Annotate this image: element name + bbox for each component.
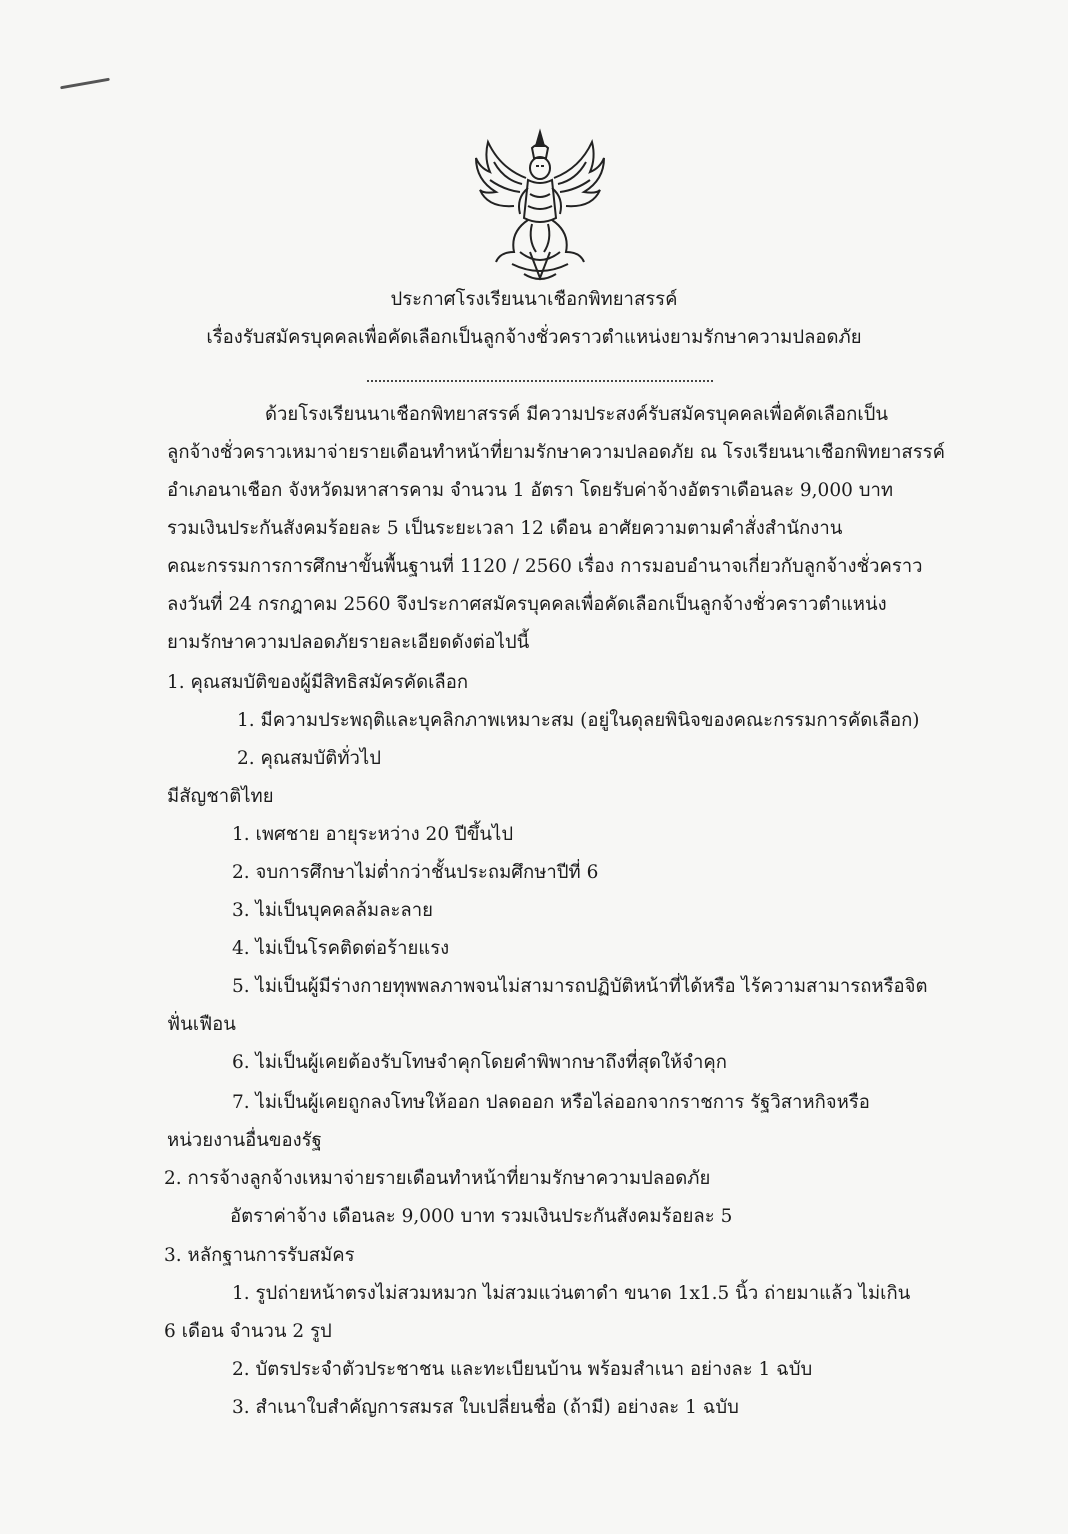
general-item: 5. ไม่เป็นผู้มีร่างกายทุพพลภาพจนไม่สามารถปฏิบัติหน้าที่ได้หรือ ไร้ความสามารถหรือจิต — [232, 976, 928, 997]
general-item: 1. เพศชาย อายุระหว่าง 20 ปีขึ้นไป — [232, 824, 514, 845]
general-item: 4. ไม่เป็นโรคติดต่อร้ายแรง — [232, 938, 450, 959]
document-item: 1. รูปถ่ายหน้าตรงไม่สวมหมวก ไม่สวมแว่นตาดำ ขนาด 1x1.5 นิ้ว ถ่ายมาแล้ว ไม่เกิน — [232, 1283, 911, 1304]
intro-line: อำเภอนาเชือก จังหวัดมหาสารคาม จำนวน 1 อัตรา โดยรับค่าจ้างอัตราเดือนละ 9,000 บาท — [167, 480, 894, 501]
title-divider — [367, 380, 713, 382]
section-1-heading: 1. คุณสมบัติของผู้มีสิทธิสมัครคัดเลือก — [167, 672, 469, 693]
document-item: 3. สำเนาใบสำคัญการสมรส ใบเปลี่ยนชื่อ (ถ้ามี) อย่างละ 1 ฉบับ — [232, 1397, 739, 1418]
document-item: 6 เดือน จำนวน 2 รูป — [164, 1321, 332, 1342]
pen-mark — [60, 78, 110, 90]
document-item: 2. บัตรประจำตัวประชาชน และทะเบียนบ้าน พร้อมสำเนา อย่างละ 1 ฉบับ — [232, 1359, 813, 1380]
intro-line: คณะกรรมการการศึกษาขั้นพื้นฐานที่ 1120 / 2560 เรื่อง การมอบอำนาจเกี่ยวกับลูกจ้างชั่วคราว — [167, 556, 923, 577]
section-2-heading: 2. การจ้างลูกจ้างเหมาจ่ายรายเดือนทำหน้าที่ยามรักษาความปลอดภัย — [164, 1168, 711, 1189]
general-item: ฟั่นเฟือน — [167, 1014, 236, 1035]
general-item: 6. ไม่เป็นผู้เคยต้องรับโทษจำคุกโดยคำพิพากษาถึงที่สุดให้จำคุก — [232, 1052, 727, 1073]
document-subject: เรื่องรับสมัครบุคคลเพื่อคัดเลือกเป็นลูกจ้างชั่วคราวตำแหน่งยามรักษาความปลอดภัย — [206, 327, 862, 348]
document-title: ประกาศโรงเรียนนาเชือกพิทยาสรรค์ — [390, 289, 678, 310]
nationality-line: มีสัญชาติไทย — [167, 786, 274, 807]
general-item: 3. ไม่เป็นบุคคลล้มละลาย — [232, 900, 433, 921]
qualification-item: 2. คุณสมบัติทั่วไป — [237, 748, 381, 769]
section-3-heading: 3. หลักฐานการรับสมัคร — [164, 1245, 355, 1266]
general-item: 7. ไม่เป็นผู้เคยถูกลงโทษให้ออก ปลดออก หรือไล่ออกจากราชการ รัฐวิสาหกิจหรือ — [232, 1092, 870, 1113]
intro-line: รวมเงินประกันสังคมร้อยละ 5 เป็นระยะเวลา 12 เดือน อาศัยความตามคำสั่งสำนักงาน — [167, 518, 843, 539]
general-item: หน่วยงานอื่นของรัฐ — [167, 1130, 322, 1151]
intro-line: ด้วยโรงเรียนนาเชือกพิทยาสรรค์ มีความประสงค์รับสมัครบุคคลเพื่อคัดเลือกเป็น — [265, 404, 889, 425]
intro-line: ยามรักษาความปลอดภัยรายละเอียดดังต่อไปนี้ — [167, 632, 530, 653]
wage-rate: อัตราค่าจ้าง เดือนละ 9,000 บาท รวมเงินประกันสังคมร้อยละ 5 — [230, 1206, 733, 1227]
intro-line: ลงวันที่ 24 กรกฎาคม 2560 จึงประกาศสมัครบุคคลเพื่อคัดเลือกเป็นลูกจ้างชั่วคราวตำแหน่ง — [167, 594, 887, 615]
general-item: 2. จบการศึกษาไม่ต่ำกว่าชั้นประถมศึกษาปีที่ 6 — [232, 862, 599, 883]
garuda-emblem-icon — [470, 128, 610, 286]
qualification-item: 1. มีความประพฤติและบุคลิกภาพเหมาะสม (อยู่ในดุลยพินิจของคณะกรรมการคัดเลือก) — [237, 710, 920, 731]
intro-line: ลูกจ้างชั่วคราวเหมาจ่ายรายเดือนทำหน้าที่ยามรักษาความปลอดภัย ณ โรงเรียนนาเชือกพิทยาสรรค์ — [167, 442, 945, 463]
